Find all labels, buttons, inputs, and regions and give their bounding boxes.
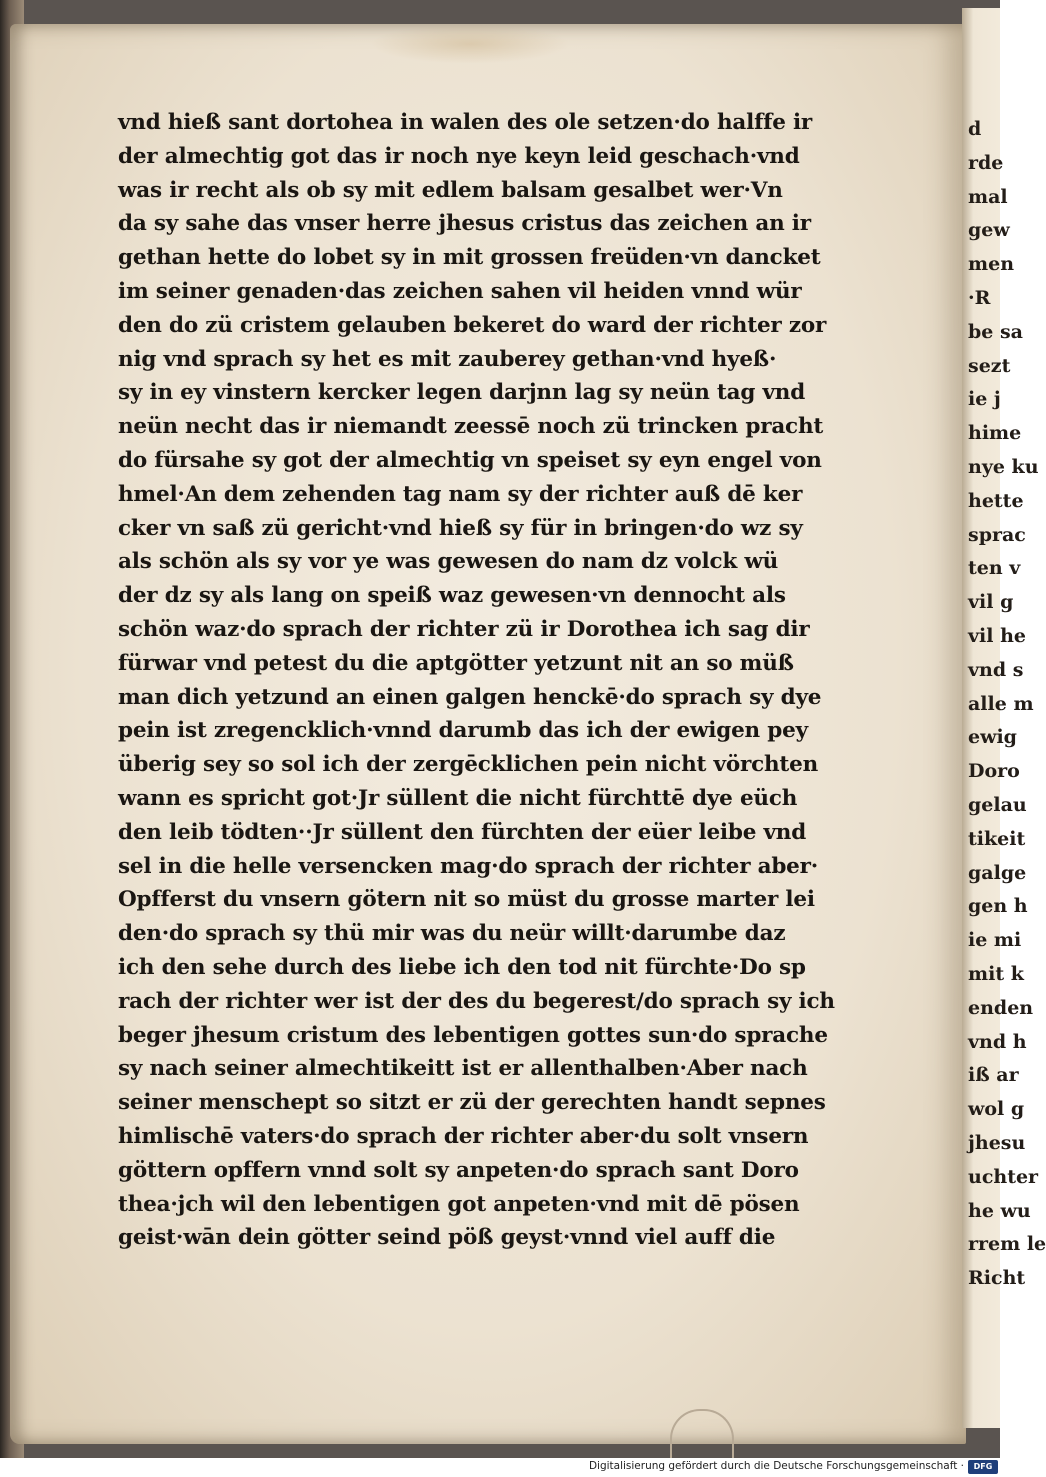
adjacent-text-line: hime (968, 422, 1022, 445)
adjacent-text-line: jhesu (968, 1131, 1026, 1154)
adjacent-text (962, 113, 1046, 1296)
adjacent-text-line: gen h (968, 895, 1028, 918)
text-line: was ir recht als ob sy mit edlem balsam gesalbet wer·Vn (118, 177, 783, 203)
text-line: im seiner genaden·das zeichen sahen vil heiden vnnd wür (118, 278, 802, 304)
adjacent-text-line: rrem le (968, 1233, 1046, 1256)
adjacent-text-line: ewig (968, 726, 1017, 749)
text-line: da sy sahe das vnser herre jhesus cristus das zeichen an ir (118, 211, 811, 237)
adjacent-text-line: rde (968, 151, 1004, 174)
text-line: hmel·An dem zehenden tag nam sy der richter auß dē ker (118, 481, 803, 507)
text-line: gethan hette do lobet sy in mit grossen freüden·vn dancket (118, 245, 821, 271)
dfg-logo-icon: DFG (968, 1460, 998, 1474)
adjacent-text-line: ten v (968, 557, 1021, 580)
text-line: den do zü cristem gelauben bekeret do ward der richter zor (118, 312, 827, 338)
text-line: schön waz·do sprach der richter zü ir Dorothea ich sag dir (118, 616, 810, 642)
adjacent-page (962, 8, 1046, 1428)
adjacent-text-line: ie j (968, 388, 1001, 411)
adjacent-text-line: alle m (968, 692, 1034, 715)
text-line: beger jhesum cristum des lebentigen gottes sun·do sprache (118, 1022, 828, 1048)
text-line: himlischē vaters·do sprach der richter aber·du solt vnsern (118, 1123, 809, 1149)
adjacent-text-line: Richt (968, 1267, 1026, 1290)
text-line: seiner menschept so sitzt er zü der gerechten handt sepnes (118, 1090, 826, 1116)
adjacent-text-line: vnd s (968, 658, 1024, 681)
adjacent-text-line: uchter (968, 1165, 1039, 1188)
text-line: den leib tödten··Jr süllent den fürchten der eüer leibe vnd (118, 819, 807, 845)
adjacent-text-line: vnd h (968, 1030, 1027, 1053)
text-line: als schön als sy vor ye was gewesen do nam dz volck wü (118, 549, 779, 575)
footer-credit: Digitalisierung gefördert durch die Deutsche Forschungsgemeinschaft · (588, 1460, 964, 1472)
text-line: fürwar vnd petest du die aptgötter yetzunt nit an so müß (118, 650, 794, 676)
text-line: cker vn saß zü gericht·vnd hieß sy für in bringen·do wz sy (118, 515, 803, 541)
adjacent-text-line: vil he (968, 624, 1026, 647)
text-line: rach der richter wer ist der des du begerest/do sprach sy ich (118, 988, 835, 1014)
adjacent-text-line: galge (968, 861, 1027, 884)
text-line: sy in ey vinstern kercker legen darjnn lag sy neün tag vnd (118, 380, 806, 406)
text-line: wann es spricht got·Jr süllent die nicht fürchttē dye eüch (118, 785, 798, 811)
adjacent-text-line: mit k (968, 962, 1024, 985)
adjacent-text-line: he wu (968, 1199, 1031, 1222)
adjacent-text-line: nye ku (968, 455, 1039, 478)
adjacent-text-line: wol g (968, 1098, 1025, 1121)
adjacent-text-line: enden (968, 996, 1034, 1019)
adjacent-text-line: gew (968, 219, 1010, 242)
text-line: geist·wān dein götter seind pöß geyst·vnnd viel auff die (118, 1225, 776, 1251)
adjacent-text-line: gelau (968, 793, 1027, 816)
adjacent-text-line: be sa (968, 320, 1023, 343)
adjacent-text-line: iß ar (968, 1064, 1019, 1087)
adjacent-text-line: ·R (968, 286, 991, 309)
text-line: thea·jch wil den lebentigen got anpeten·vnd mit dē pösen (118, 1191, 800, 1217)
adjacent-text-line: vil g (968, 591, 1014, 614)
text-line: ich den sehe durch des liebe ich den tod nit fürchte·Do sp (118, 954, 806, 980)
adjacent-text-line: Doro (968, 760, 1020, 783)
footer-bar (0, 1458, 1000, 1477)
text-line: den·do sprach sy thü mir was du neür willt·darumbe daz (118, 921, 786, 947)
text-line: göttern opffern vnnd solt sy anpeten·do sprach sant Doro (118, 1157, 799, 1183)
adjacent-text-line: sezt (968, 354, 1011, 377)
page-stain (370, 24, 570, 64)
text-line: man dich yetzund an einen galgen henckē·do sprach sy dye (118, 684, 822, 710)
manuscript-page (10, 24, 966, 1444)
text-line: pein ist zregencklich·vnnd darumb das ich der ewigen pey (118, 718, 808, 744)
text-line: sy nach seiner almechtikeitt ist er allenthalben·Aber nach (118, 1056, 808, 1082)
adjacent-text-line: hette (968, 489, 1024, 512)
adjacent-text-line: d (968, 118, 982, 140)
text-block (118, 106, 898, 1255)
adjacent-text-line: mal (968, 185, 1008, 208)
text-line: Opfferst du vnsern götern nit so müst du grosse marter lei (118, 887, 815, 913)
text-line: vnd hieß sant dortohea in walen des ole setzen·do halffe ir (118, 110, 813, 135)
adjacent-text-line: ie mi (968, 929, 1022, 952)
text-line: neün necht das ir niemandt zeessē noch zü trincken pracht (118, 414, 824, 440)
text-line: der dz sy als lang on speiß waz gewesen·vn dennocht als (118, 583, 786, 609)
text-line: der almechtig got das ir noch nye keyn leid geschach·vnd (118, 143, 800, 169)
text-line: überig sey so sol ich der zergēcklichen pein nicht vörchten (118, 752, 819, 778)
text-line: sel in die helle versencken mag·do sprach der richter aber· (118, 853, 819, 879)
adjacent-text-line: tikeit (968, 827, 1026, 850)
text-line: do fürsahe sy got der almechtig vn speiset sy eyn engel von (118, 447, 822, 473)
adjacent-text-line: men (968, 253, 1015, 276)
adjacent-text-line: sprac (968, 523, 1026, 546)
text-line: nig vnd sprach sy het es mit zauberey gethan·vnd hyeß· (118, 346, 777, 372)
